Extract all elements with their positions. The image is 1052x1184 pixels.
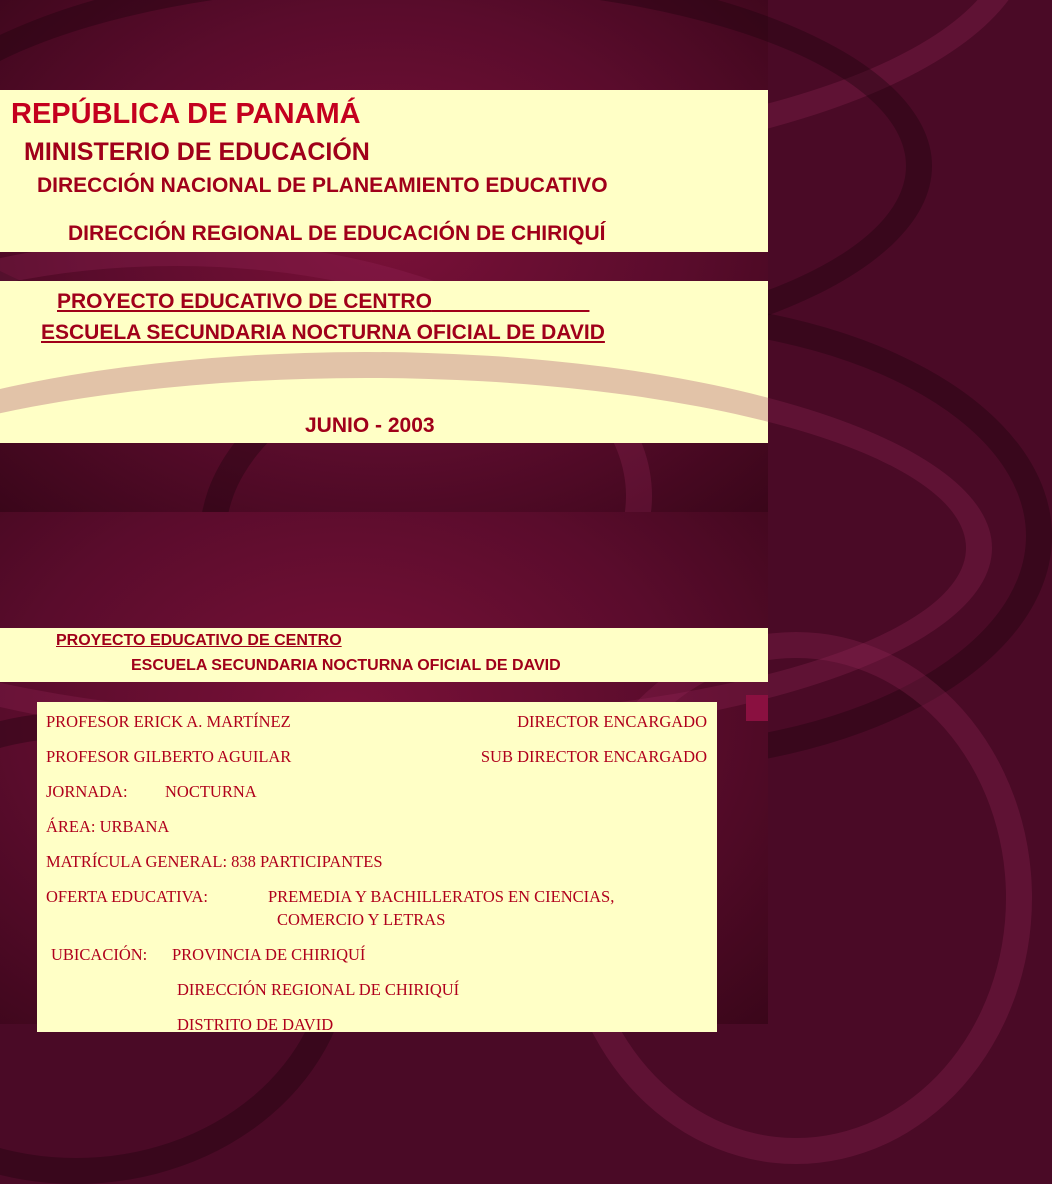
details-slide	[0, 512, 768, 1034]
director-name: PROFESOR ERICK A. MARTÍNEZ	[46, 712, 291, 731]
shift-label: JORNADA:	[46, 782, 128, 801]
location-label: UBICACIÓN:	[51, 945, 148, 964]
subdirector-name: PROFESOR GILBERTO AGUILAR	[46, 747, 292, 766]
offer-line1: PREMEDIA Y BACHILLERATOS EN CIENCIAS,	[268, 887, 615, 906]
regional-direction: DIRECCIÓN REGIONAL DE EDUCACIÓN DE CHIRIQUÍ	[68, 222, 606, 245]
offer-label: OFERTA EDUCATIVA:	[46, 887, 208, 906]
project-title: PROYECTO EDUCATIVO DE CENTRO	[56, 632, 342, 649]
offer-line2: COMERCIO Y LETRAS	[277, 910, 446, 929]
republic-title: REPÚBLICA DE PANAMÁ	[11, 98, 361, 130]
ministry-title: MINISTERIO DE EDUCACIÓN	[24, 138, 370, 166]
header-panel	[0, 90, 768, 252]
shift-value: NOCTURNA	[165, 782, 257, 801]
location-province: PROVINCIA DE CHIRIQUÍ	[172, 945, 366, 964]
school-name: ESCUELA SECUNDARIA NOCTURNA OFICIAL DE DAVID	[41, 321, 605, 344]
national-direction: DIRECCIÓN NACIONAL DE PLANEAMIENTO EDUCATIVO	[37, 174, 608, 197]
project-date: JUNIO - 2003	[305, 414, 435, 437]
location-region: DIRECCIÓN REGIONAL DE CHIRIQUÍ	[177, 980, 460, 999]
area: ÁREA: URBANA	[46, 817, 170, 836]
info-panel	[37, 702, 717, 1032]
header-panel	[0, 628, 768, 682]
subdirector-role: SUB DIRECTOR ENCARGADO	[480, 747, 707, 766]
director-role: DIRECTOR ENCARGADO	[517, 712, 707, 731]
side-tab	[746, 695, 768, 721]
enrollment: MATRÍCULA GENERAL: 838 PARTICIPANTES	[46, 852, 383, 871]
location-district: DISTRITO DE DAVID	[177, 1015, 334, 1034]
school-name: ESCUELA SECUNDARIA NOCTURNA OFICIAL DE DAVID	[131, 657, 561, 674]
project-title: PROYECTO EDUCATIVO DE CENTRO	[57, 290, 432, 313]
